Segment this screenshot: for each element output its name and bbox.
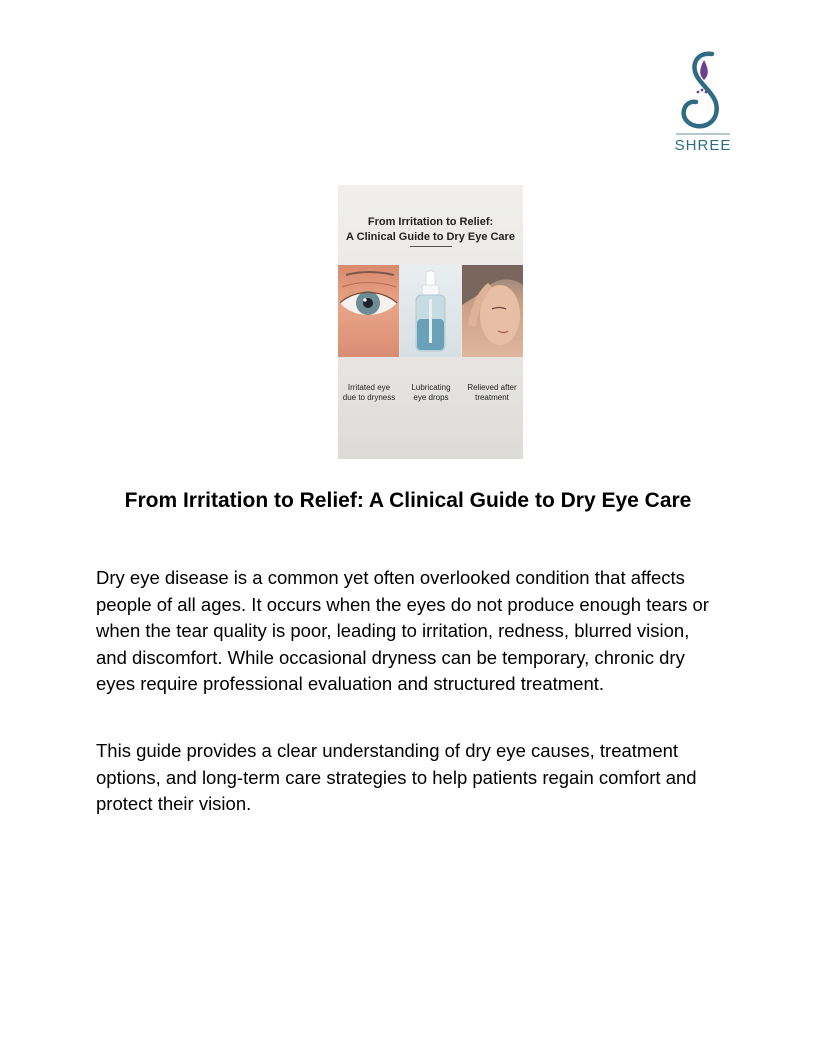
cover-title-line-2: A Clinical Guide to Dry Eye Care <box>346 231 515 243</box>
cover-divider <box>410 246 452 247</box>
logo-text: SHREE <box>674 137 732 154</box>
caption-irritated-eye <box>338 383 400 403</box>
caption-line: Relieved after <box>467 383 517 392</box>
caption-line: Lubricating <box>411 383 451 392</box>
cover-title <box>338 215 523 245</box>
guide-summary-paragraph: This guide provides a clear understanding of dry eye causes, treatment options, and long-term care strategies to help patients regain comfort and protect their vision. <box>96 740 697 814</box>
eye-drops-bottle-image <box>400 265 461 357</box>
caption-line: treatment <box>475 393 509 402</box>
cover-image <box>338 185 523 459</box>
caption-eye-drops <box>400 383 462 403</box>
caption-line: Irritated eye <box>347 383 391 392</box>
caption-line: due to dryness <box>342 393 396 402</box>
irritated-eye-image <box>338 265 399 357</box>
relieved-woman-image <box>462 265 523 357</box>
caption-line: eye drops <box>413 393 449 402</box>
cover-title-line-1: From Irritation to Relief: <box>367 216 494 228</box>
intro-paragraph: Dry eye disease is a common yet often overlooked condition that affects people of all ages. It occurs when the eyes do not produce enough tears or when the tear quality is poor, leading to irritation, redness, blurred vision, and discomfort. While occasional dryness can be temporary, chronic dry eyes require professional evaluation and structured treatment. <box>96 567 709 694</box>
document-title: From Irritation to Relief: A Clinical Guide to Dry Eye Care <box>124 489 692 512</box>
caption-relieved <box>461 383 523 403</box>
